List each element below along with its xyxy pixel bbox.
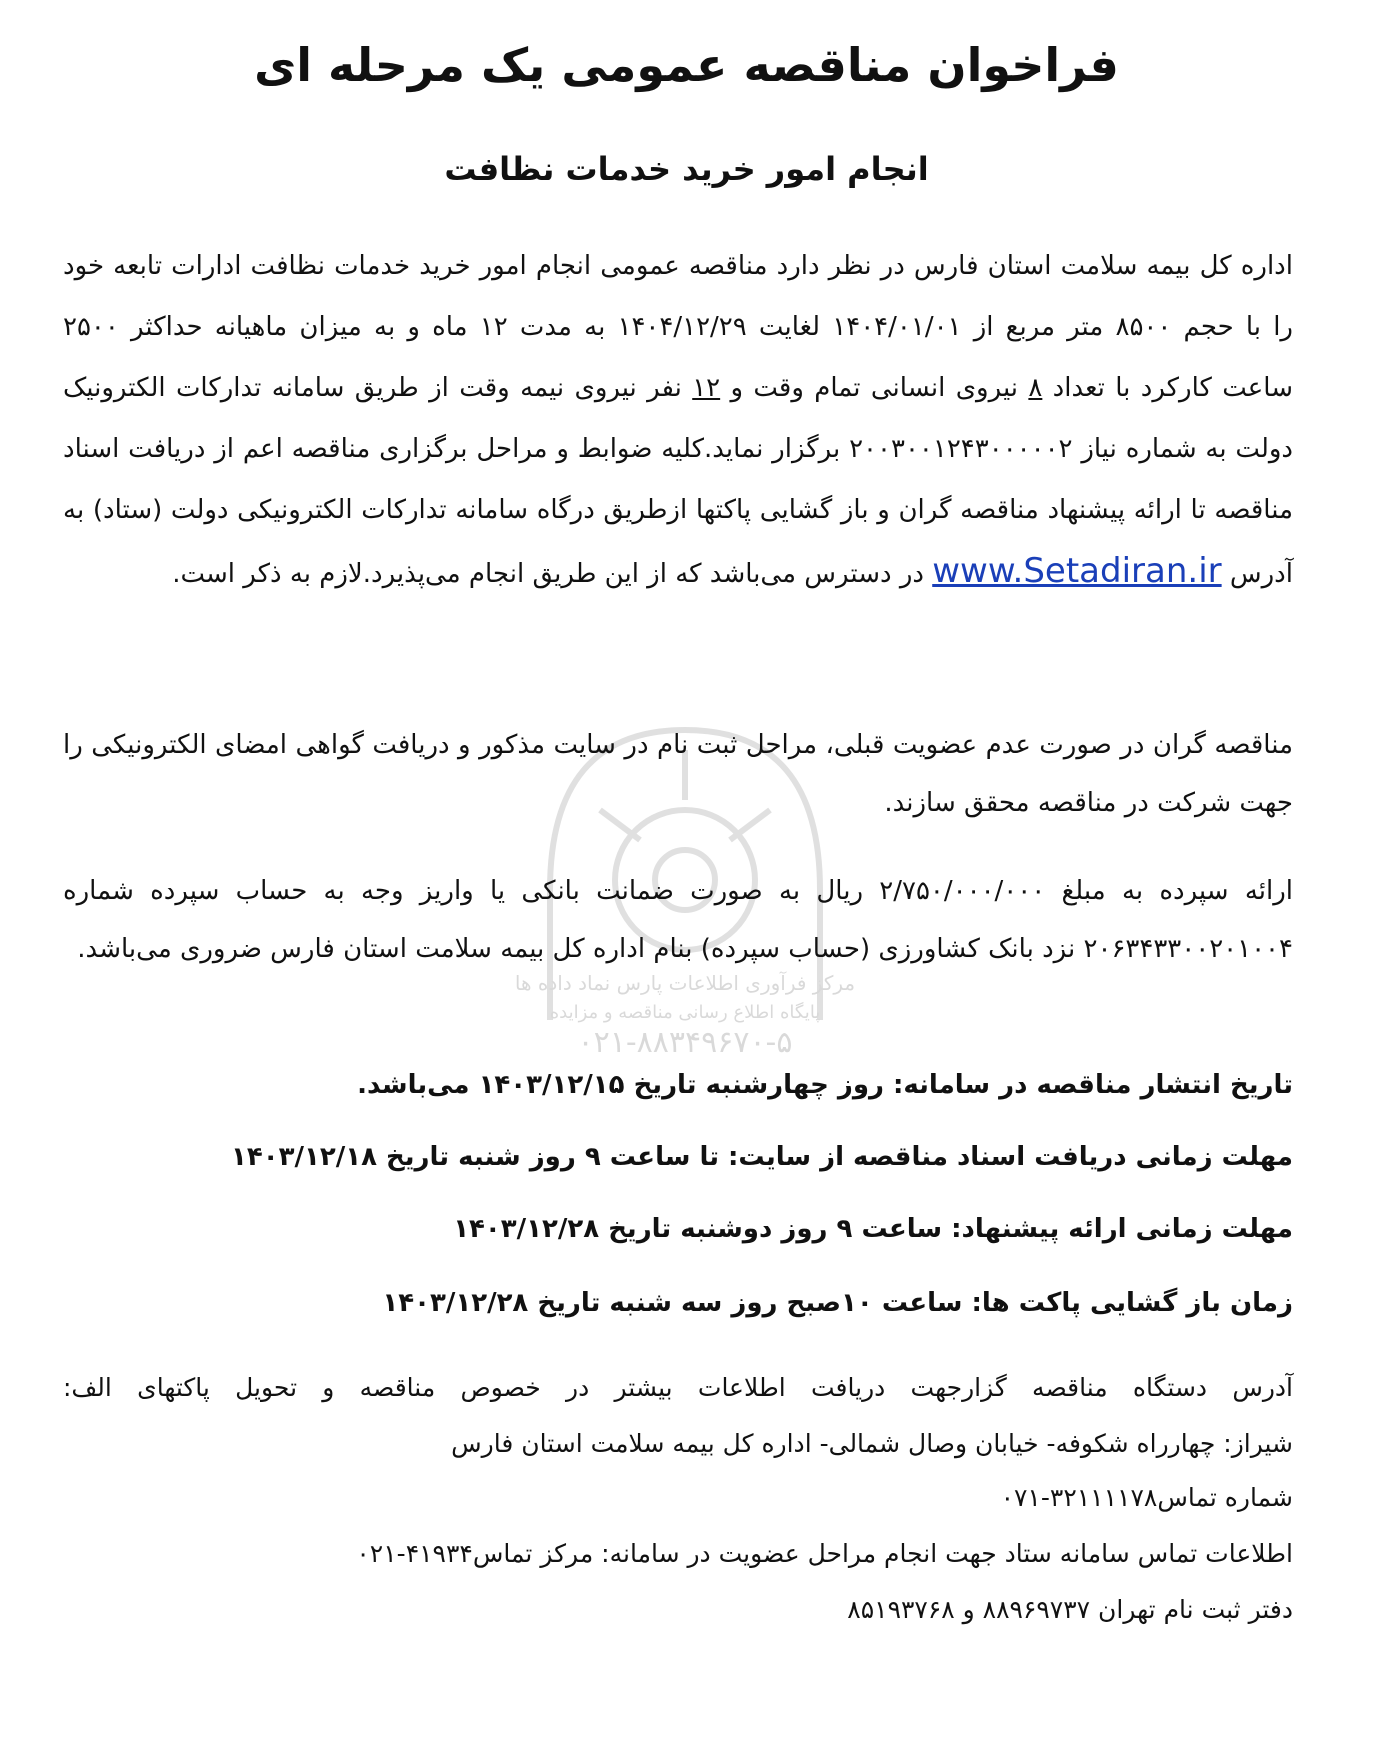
- setad-contact: اطلاعات تماس سامانه ستاد جهت انجام مراحل عضویت در سامانه: مرکز تماس۴۱۹۳۴-۰۲۱: [356, 1539, 1293, 1568]
- watermark-line-3: ۰۲۱-۸۸۳۴۹۶۷۰-۵: [577, 1025, 793, 1060]
- registration-paragraph: مناقصه گران در صورت عدم عضویت قبلی، مراحل ثبت نام در سایت مذکور و دریافت گواهی امضای الکترونیکی را جهت شرکت در مناقصه محقق سازند.: [63, 730, 1293, 818]
- deposit-paragraph: ارائه سپرده به مبلغ ۲/۷۵۰/۰۰۰/۰۰۰ ریال به صورت ضمانت بانکی یا واریز وجه به حساب سپرده شماره ۲۰۶۳۴۳۳۰۰۲۰۱۰۰۴ نزد بانک کشاورزی (حساب سپرده) بنام اداره کل بیمه سلامت استان فارس ضروری می‌باشد.: [63, 876, 1293, 964]
- setadiran-link[interactable]: www.Setadiran.ir: [932, 551, 1222, 591]
- intro-text-3: نفر نیروی نیمه وقت از طریق سامانه تدارکات الکترونیک دولت به شماره نیاز ۲۰۰۳۰۰۱۲۴۳۰۰۰۰۰۲ برگزار نماید.کلیه ضوابط و مراحل برگزاری مناقصه اعم از دریافت اسناد مناقصه تا ارائه پیشنهاد مناقصه گران و باز گشایی پاکتها ازطریق درگاه سامانه تدارکات الکترونیکی دولت (ستاد) به آدرس: [63, 373, 1294, 589]
- address-location: شیراز: چهارراه شکوفه- خیابان وصال شمالی- اداره کل بیمه سلامت استان فارس: [451, 1429, 1293, 1458]
- parttime-count: ۱۲: [692, 373, 721, 403]
- documents-deadline: مهلت زمانی دریافت اسناد مناقصه از سایت: تا ساعت ۹ روز شنبه تاریخ ۱۴۰۳/۱۲/۱۸: [231, 1142, 1293, 1172]
- page-title: فراخوان مناقصه عمومی یک مرحله ای: [254, 38, 1119, 92]
- offer-deadline: مهلت زمانی ارائه پیشنهاد: ساعت ۹ روز دوشنبه تاریخ ۱۴۰۳/۱۲/۲۸: [453, 1214, 1293, 1244]
- address-heading: آدرس دستگاه مناقصه گزارجهت دریافت اطلاعات بیشتر در خصوص مناقصه و تحویل پاکتهای الف:: [63, 1373, 1293, 1402]
- opening-time: زمان باز گشایی پاکت ها: ساعت ۱۰صبح روز سه شنبه تاریخ ۱۴۰۳/۱۲/۲۸: [382, 1288, 1293, 1318]
- intro-text-2: نیروی انسانی تمام وقت و: [720, 373, 1029, 403]
- watermark-line-2: پایگاه اطلاع رسانی مناقصه و مزایده: [549, 1002, 821, 1023]
- intro-text-1: اداره کل بیمه سلامت استان فارس در نظر دارد مناقصه عمومی انجام امور خرید خدمات نظافت ادارات تابعه خود را با حجم ۸۵۰۰ متر مربع از ۱۴۰۴/۰۱/۰۱ لغایت ۱۴۰۴/۱۲/۲۹ به مدت ۱۲ ماه و به میزان ماهیانه حداکثر ۲۵۰۰ ساعت کارکرد با تعداد: [63, 251, 1293, 403]
- page-subtitle: انجام امور خرید خدمات نظافت: [444, 150, 929, 188]
- watermark-line-1: مرکز فرآوری اطلاعات پارس نماد داده ها: [514, 971, 856, 995]
- tehran-office: دفتر ثبت نام تهران ۸۸۹۶۹۷۳۷ و ۸۵۱۹۳۷۶۸: [847, 1595, 1293, 1624]
- intro-text-4: در دسترس می‌باشد که از این طریق انجام می‌پذیرد.لازم به ذکر است.: [172, 559, 933, 589]
- intro-paragraph: [63, 236, 1293, 605]
- fulltime-count: ۸: [1028, 373, 1043, 403]
- publish-date: تاریخ انتشار مناقصه در سامانه: روز چهارشنبه تاریخ ۱۴۰۳/۱۲/۱۵ می‌باشد.: [357, 1070, 1293, 1100]
- address-phone: شماره تماس۳۲۱۱۱۱۷۸-۰۷۱: [1000, 1483, 1293, 1512]
